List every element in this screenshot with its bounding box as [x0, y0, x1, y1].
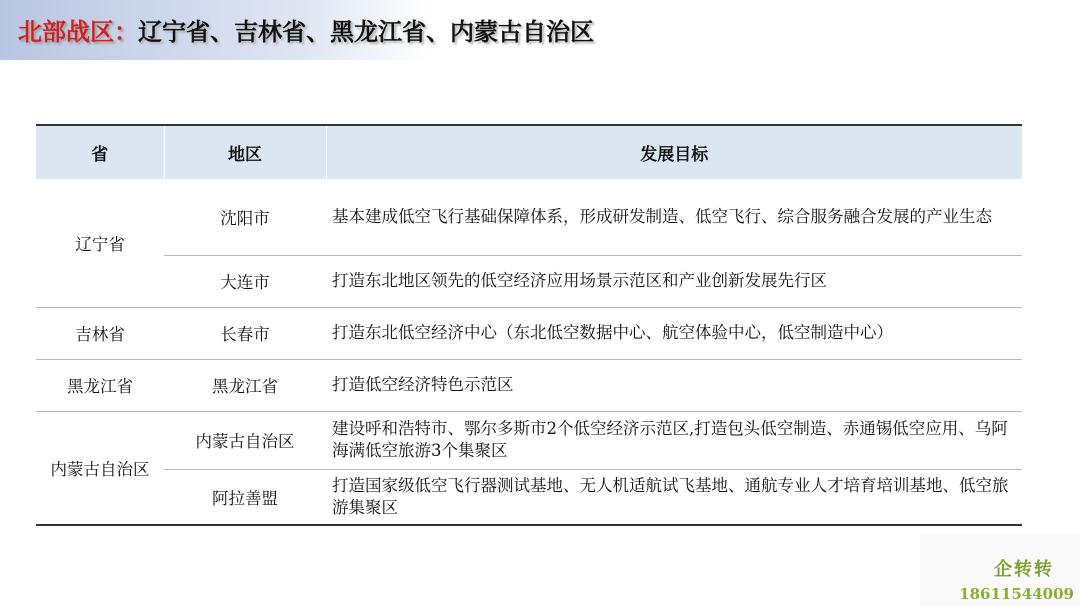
goal-cell: 打造国家级低空飞行器测试基地、无人机适航试飞基地、通航专业人才培育培训基地、低空旅游集聚区	[332, 475, 1009, 517]
goal-cell: 打造东北地区领先的低空经济应用场景示范区和产业创新发展先行区	[326, 255, 1022, 307]
table-row	[36, 255, 1022, 307]
table-row	[36, 359, 1022, 411]
goal-cell: 打造低空经济特色示范区	[326, 359, 1022, 411]
table-row	[36, 179, 1022, 255]
development-goals-table	[36, 124, 1022, 526]
region-cell: 内蒙古自治区	[164, 411, 326, 469]
page-title	[18, 14, 594, 50]
title-provinces: 辽宁省、吉林省、黑龙江省、内蒙古自治区	[138, 18, 594, 46]
column-header-province: 省	[36, 125, 164, 179]
column-header-region: 地区	[164, 125, 326, 179]
goal-cell: 打造东北低空经济中心（东北低空数据中心、航空体验中心，低空制造中心）	[326, 307, 1022, 359]
region-cell: 长春市	[164, 307, 326, 359]
goal-cell: 基本建成低空飞行基础保障体系，形成研发制造、低空飞行、综合服务融合发展的产业生态	[326, 179, 1022, 255]
watermark-phone: 18611544009	[959, 585, 1074, 603]
table-row	[36, 411, 1022, 469]
table-row	[36, 469, 1022, 525]
province-cell: 内蒙古自治区	[50, 459, 150, 479]
table-row	[36, 307, 1022, 359]
title-tag: 北部战区：	[18, 18, 138, 46]
region-cell: 大连市	[164, 255, 326, 307]
region-cell: 沈阳市	[164, 179, 326, 255]
province-cell: 吉林省	[36, 307, 164, 359]
region-cell: 阿拉善盟	[212, 488, 278, 508]
province-cell: 辽宁省	[36, 179, 164, 307]
goal-cell: 建设呼和浩特市、鄂尔多斯市2个低空经济示范区,打造包头低空制造、赤通锡低空应用、乌阿海满低空旅游3个集聚区	[326, 411, 1022, 469]
region-cell: 黑龙江省	[164, 359, 326, 411]
province-cell: 黑龙江省	[36, 359, 164, 411]
table-header-row	[36, 125, 1022, 179]
column-header-goal: 发展目标	[326, 125, 1022, 179]
watermark-name: 企转转	[994, 559, 1054, 580]
